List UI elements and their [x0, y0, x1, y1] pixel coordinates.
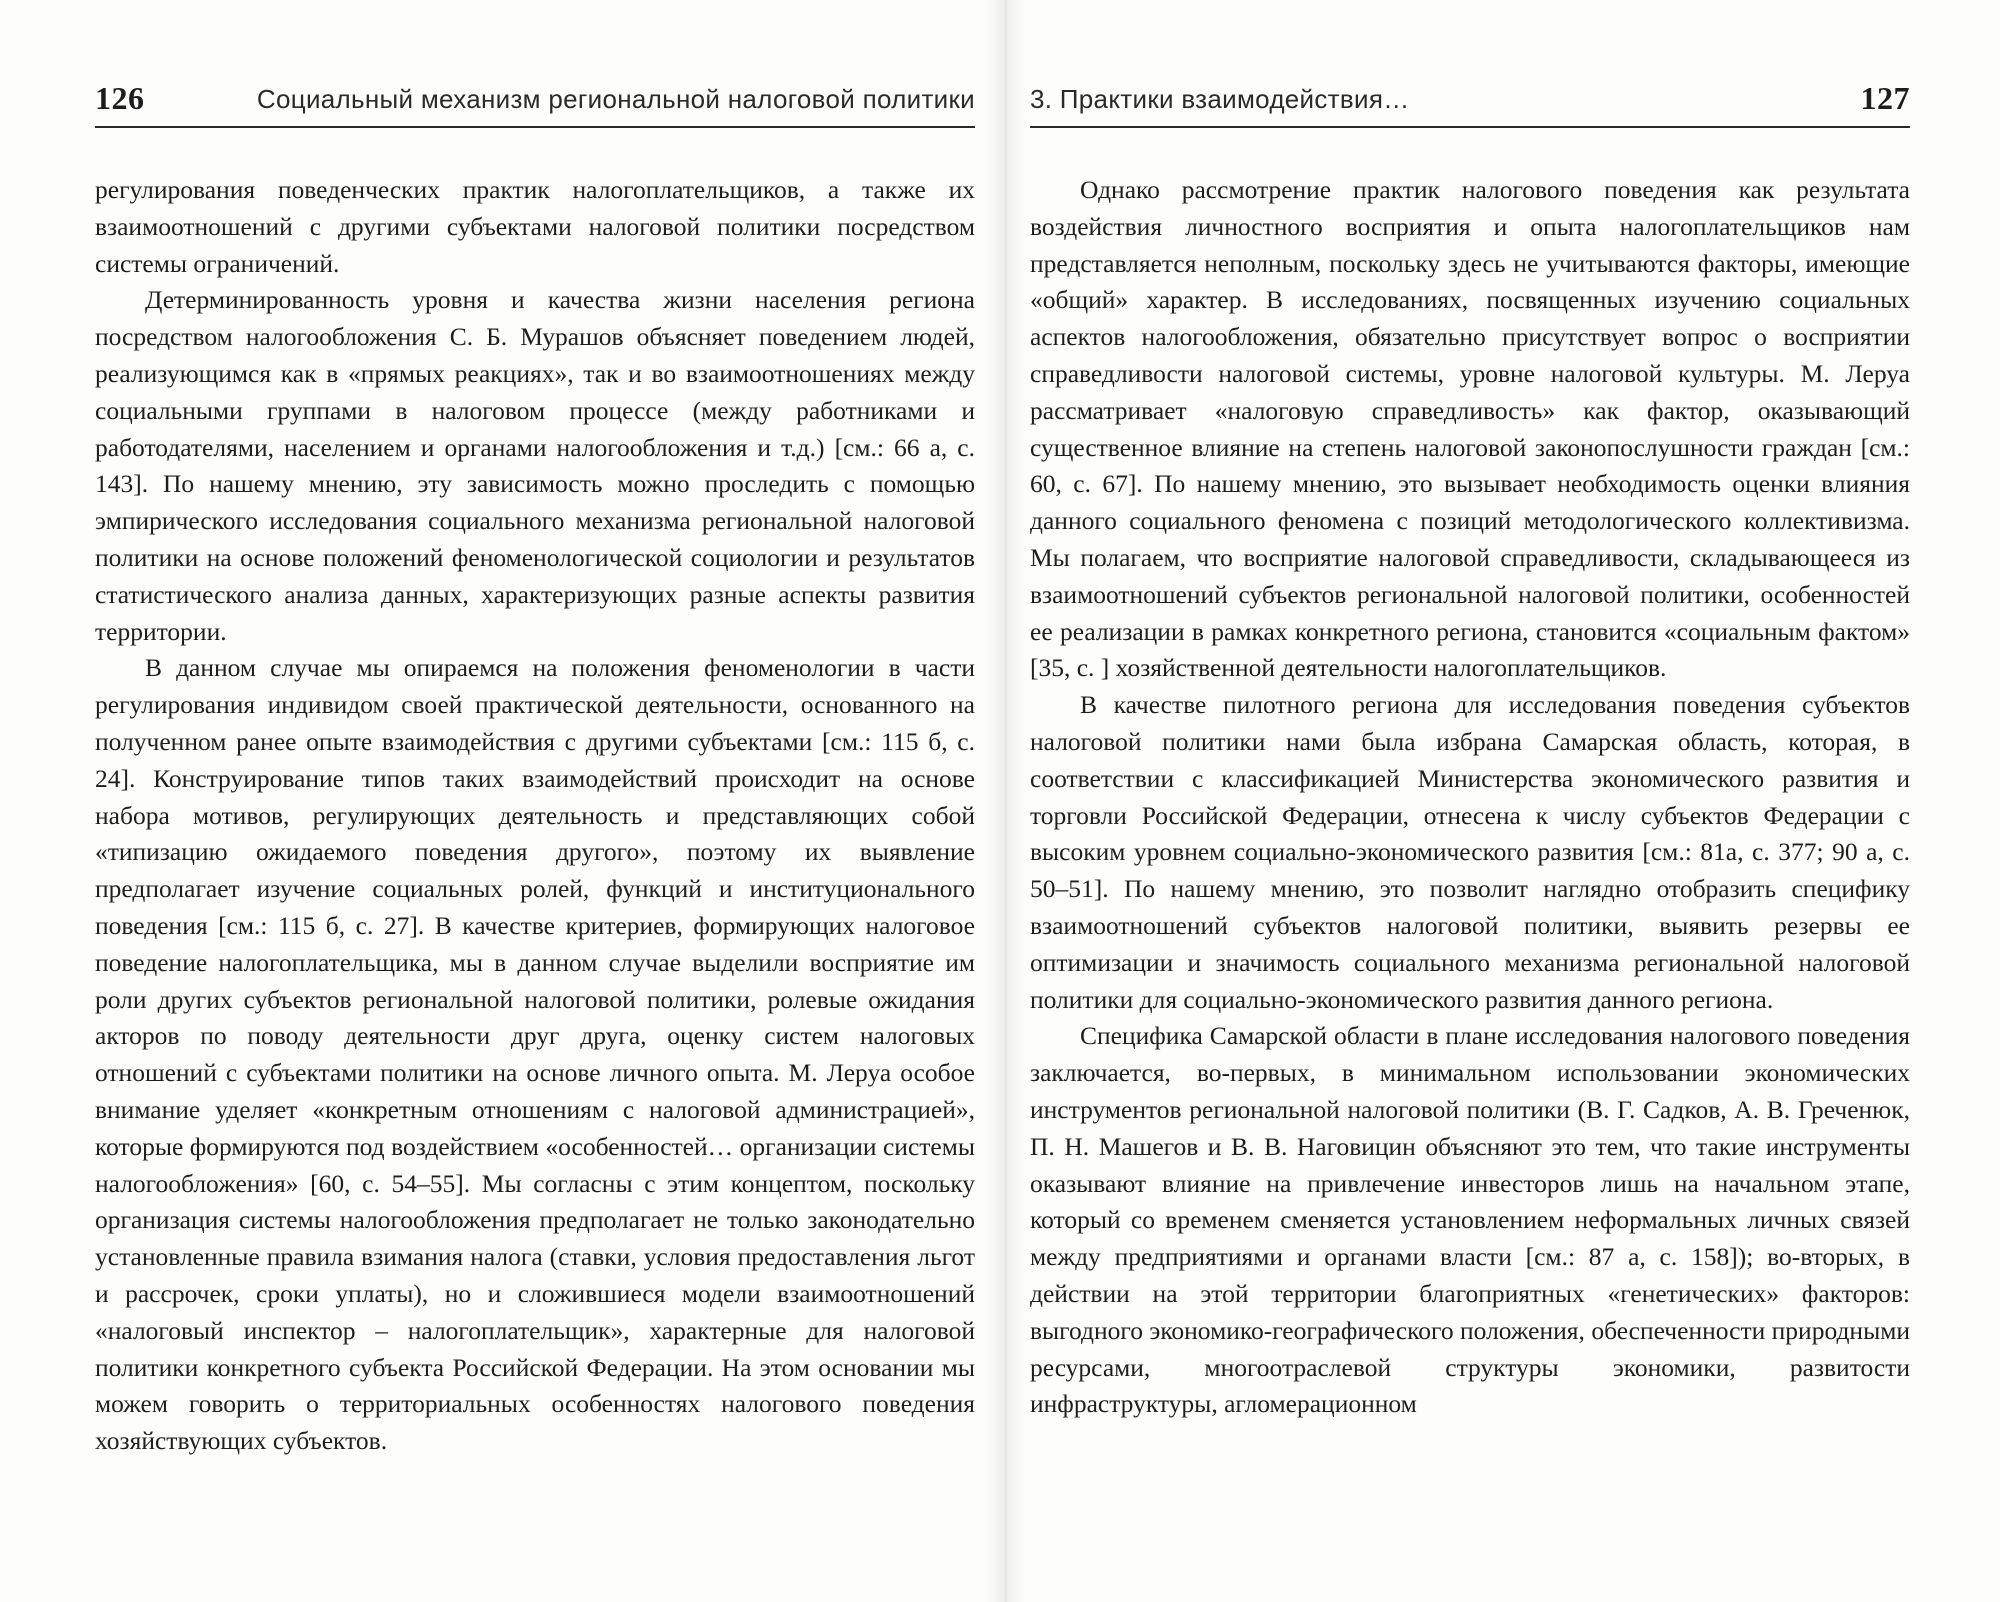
right-page-number: 127	[1860, 80, 1910, 116]
paragraph: Специфика Самарской области в плане исследования налогового поведения заключается, во-первых, в минимальном использовании экономических инструментов региональной налоговой политики (В. Г. Садков, А. В. Греченюк, П. Н. Машегов и В. В. Наговицин объясняют это тем, что такие инструменты оказывают влияние на привлечение инвесторов лишь на начальном этапе, который со временем сменяется установлением неформальных личных связей между предприятиями и органами власти [см.: 87 а, с. 158]); во-вторых, в действии на этой территории благоприятных «генетических» факторов: выгодного экономико-географического положения, обеспеченности природными ресурсами, многоотраслевой структуры экономики, развитости инфраструктуры, агломерационном	[1030, 1021, 1910, 1419]
left-running-head: Социальный механизм региональной налоговой политики	[256, 84, 975, 114]
paragraph: Детерминированность уровня и качества жизни населения региона посредством налогообложения С. Б. Мурашов объясняет поведением людей, реализующимся как в «прямых реакциях», так и во взаимоотношениях между социальными группами в налоговом процессе (между работниками и работодателями, населением и органами налогообложения и т.д.) [см.: 66 а, с. 143]. По нашему мнению, эту зависимость можно проследить с помощью эмпирического исследования социального механизма региональной налоговой политики на основе положений феноменологической социологии и результатов статистического анализа данных, характеризующих разные аспекты развития территории.	[95, 285, 975, 646]
page-gutter-shadow	[986, 0, 1026, 1602]
left-page-number: 126	[95, 80, 145, 116]
paragraph: В данном случае мы опираемся на положения феноменологии в части регулирования индивидом своей практической деятельности, основанного на полученном ранее опыте взаимодействия с другими субъектами [см.: 115 б, с. 24]. Конструирование типов таких взаимодействий происходит на основе набора мотивов, регулирующих деятельность и представляющих собой «типизацию ожидаемого поведения другого», поэтому их выявление предполагает изучение социальных ролей, функций и институционального поведения [см.: 115 б, с. 27]. В качестве критериев, формирующих налоговое поведение налогоплательщика, мы в данном случае выделили восприятие им роли других субъектов региональной налоговой политики, ролевые ожидания акторов по поводу деятельности друг друга, оценку систем налоговых отношений с субъектами политики на основе личного опыта. М. Леруа особое внимание уделяет «конкретным отношениям с налоговой администрацией», которые формируются под воздействием «особенностей… организации системы налогообложения» [60, с. 54–55]. Мы согласны с этим концептом, поскольку организация системы налогообложения предполагает не только законодательно установленные правила взимания налога (ставки, условия предоставления льгот и рассрочек, сроки уплаты), но и сложившиеся модели взаимоотношений «налоговый инспектор – налогоплательщик», характерные для налоговой политики конкретного субъекта Российской Федерации. На этом основании мы можем говорить о территориальных особенностях налогового поведения хозяйствующих субъектов.	[95, 653, 975, 1456]
left-page	[95, 0, 975, 1602]
paragraph: Однако рассмотрение практик налогового поведения как результата воздействия личностного восприятия и опыта налогоплательщиков нам представляется неполным, поскольку здесь не учитываются факторы, имеющие «общий» характер. В исследованиях, посвященных изучению социальных аспектов налогообложения, обязательно присутствует вопрос о восприятии справедливости налоговой системы, уровне налоговой культуры. М. Леруа рассматривает «налоговую справедливость» как фактор, оказывающий существенное влияние на степень налоговой законопослушности граждан [см.: 60, с. 67]. По нашему мнению, это вызывает необходимость оценки влияния данного социального феномена с позиций методологического коллективизма. Мы полагаем, что восприятие налоговой справедливости, складывающееся из взаимоотношений субъектов региональной налоговой политики, особенностей ее реализации в рамках конкретного региона, становится «социальным фактом» [35, с. ] хозяйственной деятельности налогоплательщиков.	[1030, 175, 1910, 683]
paragraph: регулирования поведенческих практик налогоплательщиков, а также их взаимоотношений с другими субъектами налоговой политики посредством системы ограничений.	[95, 175, 975, 278]
left-page-header	[95, 76, 975, 128]
right-page	[1030, 0, 1910, 1602]
paragraph: В качестве пилотного региона для исследования поведения субъектов налоговой политики нами была избрана Самарская область, которая, в соответствии с классификацией Министерства экономического развития и торговли Российской Федерации, отнесена к числу субъектов Федерации с высоким уровнем социально-экономического развития [см.: 81а, с. 377; 90 а, с. 50–51]. По нашему мнению, это позволит наглядно отобразить специфику взаимоотношений субъектов налоговой политики, выявить резервы ее оптимизации и значимость социального механизма региональной налоговой политики для социально-экономического развития данного региона.	[1030, 690, 1910, 1014]
right-page-body	[1030, 172, 1910, 1423]
right-page-header	[1030, 76, 1910, 128]
right-running-head: 3. Практики взаимодействия…	[1030, 84, 1410, 114]
left-page-body	[95, 172, 975, 1460]
